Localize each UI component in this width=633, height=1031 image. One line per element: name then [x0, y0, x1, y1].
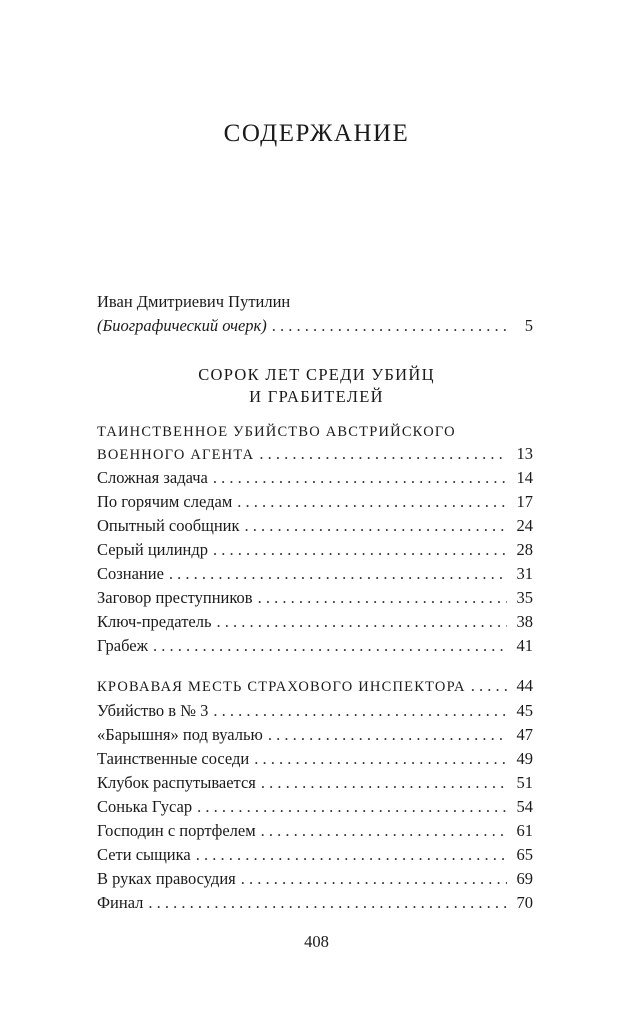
part1-title-line2: ВОЕННОГО АГЕНТА [97, 447, 255, 463]
dot-leader [153, 636, 507, 656]
entry-title: Таинственные соседи [97, 749, 250, 768]
entry-title: По горячим следам [97, 492, 233, 511]
toc-entry [97, 564, 533, 584]
toc-entry [97, 701, 533, 721]
intro-title [97, 292, 533, 312]
page-number: 45 [516, 701, 533, 720]
section-title-line1: СОРОК ЛЕТ СРЕДИ УБИЙЦ [198, 365, 435, 384]
page-title: СОДЕРЖАНИЕ [223, 120, 410, 147]
dot-leader [213, 468, 507, 488]
part1-title-text: ТАИНСТВЕННОЕ УБИЙСТВО АВСТРИЙСКОГО [97, 424, 456, 440]
entry-title: «Барышня» под вуалью [97, 725, 263, 744]
page-number: 31 [516, 564, 533, 583]
page-number: 14 [516, 468, 533, 487]
toc-entry [97, 749, 533, 769]
dot-leader [245, 516, 507, 536]
page-number: 38 [516, 612, 533, 631]
page-number: 47 [516, 725, 533, 744]
page-number: 69 [516, 869, 533, 888]
dot-leader [254, 749, 507, 769]
entry-title: Сложная задача [97, 468, 208, 487]
entry-title: Сознание [97, 564, 164, 583]
page-number: 24 [516, 516, 533, 535]
dot-leader [213, 701, 507, 721]
dot-leader [196, 845, 507, 865]
part2-entry [97, 676, 533, 697]
toc-entry [97, 869, 533, 889]
dot-leader [471, 676, 507, 696]
page-number: 54 [516, 797, 533, 816]
page-number: 61 [516, 821, 533, 840]
dot-leader [261, 773, 507, 793]
part2-title: КРОВАВАЯ МЕСТЬ СТРАХОВОГО ИНСПЕКТОРА [97, 679, 466, 695]
dot-leader [258, 588, 507, 608]
page-number: 35 [516, 588, 533, 607]
toc-entry [97, 588, 533, 608]
page-number: 17 [516, 492, 533, 511]
part1-title-line1 [97, 422, 533, 442]
page-number: 65 [516, 845, 533, 864]
page-number: 5 [524, 316, 533, 335]
toc-entry [97, 516, 533, 536]
dot-leader [237, 492, 507, 512]
entry-title: Грабеж [97, 636, 148, 655]
folio: 408 [304, 932, 329, 951]
toc-entry [97, 821, 533, 841]
toc-entry [97, 492, 533, 512]
dot-leader [197, 797, 507, 817]
entry-title: Серый цилиндр [97, 540, 209, 559]
dot-leader [272, 316, 507, 336]
page-number: 70 [516, 893, 533, 912]
page-number: 28 [516, 540, 533, 559]
toc-entry [97, 540, 533, 560]
entry-title: Господин с портфелем [97, 821, 256, 840]
dot-leader [259, 444, 507, 464]
dot-leader [169, 564, 507, 584]
dot-leader [268, 725, 507, 745]
dot-leader [213, 540, 507, 560]
page-number: 49 [516, 749, 533, 768]
toc-entry [97, 893, 533, 913]
toc-entry [97, 612, 533, 632]
toc-entry [97, 797, 533, 817]
dot-leader [217, 612, 507, 632]
toc-entry [97, 636, 533, 656]
intro-subtitle: (Биографический очерк) [97, 316, 267, 335]
dot-leader [148, 893, 507, 913]
entry-title: Сонька Гусар [97, 797, 193, 816]
page-number: 44 [516, 676, 533, 695]
entry-title: Сети сыщика [97, 845, 191, 864]
page-number: 51 [516, 773, 533, 792]
toc-entry [97, 468, 533, 488]
entry-title: Убийство в № 3 [97, 701, 209, 720]
toc-entry [97, 773, 533, 793]
page-number: 13 [516, 444, 533, 463]
toc-entry [97, 725, 533, 745]
entry-title: Ключ-предатель [97, 612, 212, 631]
entry-title: Заговор преступников [97, 588, 253, 607]
toc-entry [97, 845, 533, 865]
entry-title: Клубок распутывается [97, 773, 256, 792]
dot-leader [241, 869, 507, 889]
part1-entry [97, 444, 533, 465]
dot-leader [261, 821, 507, 841]
entry-title: Опытный сообщник [97, 516, 240, 535]
intro-title-text: Иван Дмитриевич Путилин [97, 292, 291, 311]
entry-title: Финал [97, 893, 144, 912]
intro-entry [97, 316, 533, 336]
entry-title: В руках правосудия [97, 869, 236, 888]
page-number: 41 [516, 636, 533, 655]
section-title-line2: И ГРАБИТЕЛЕЙ [249, 387, 384, 406]
